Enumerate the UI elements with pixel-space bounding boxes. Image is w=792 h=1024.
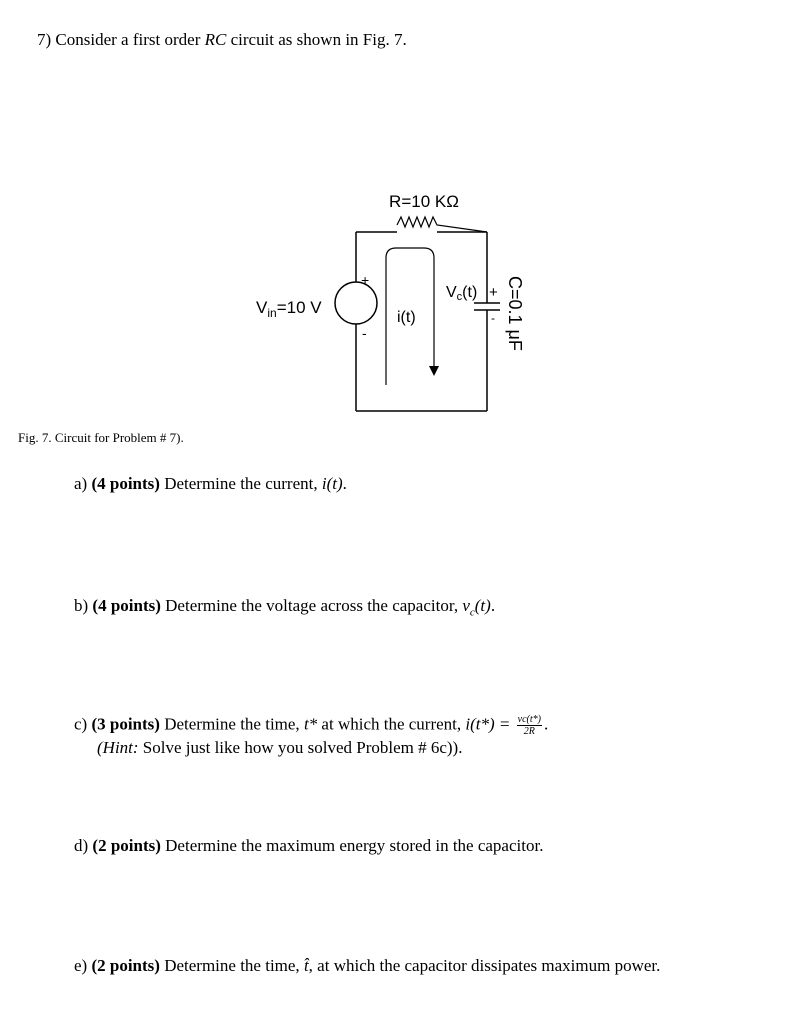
part-c	[74, 714, 548, 737]
part-d-points: (2 points)	[92, 836, 161, 855]
source-voltage-label: $V_{in}=10$ V	[256, 298, 322, 320]
part-c-fraction	[517, 714, 542, 737]
current-label: i(t)	[397, 309, 416, 326]
part-b-math: $v_c(t)$	[462, 596, 491, 619]
part-a-letter: a)	[74, 474, 88, 493]
rc-circuit-figure	[0, 0, 792, 460]
part-e-text1: Determine the time,	[164, 956, 300, 975]
part-c-hint-label: (Hint:	[97, 738, 139, 757]
part-c-points: (3 points)	[91, 714, 160, 734]
problem-intro-math: RC	[204, 30, 227, 49]
part-b-end: .	[490, 596, 496, 615]
part-c-math2: i(t*) =	[465, 714, 511, 734]
part-e-math: t̂	[303, 956, 309, 975]
part-e-points: (2 points)	[91, 956, 160, 975]
voltage-source-symbol	[335, 282, 377, 324]
part-c-math1: t*	[303, 714, 318, 734]
problem-number: 7)	[37, 30, 52, 49]
source-minus-sign: -	[362, 325, 367, 341]
part-c-frac-den: 2R	[523, 726, 535, 737]
part-c-hint	[97, 738, 462, 758]
part-a	[74, 474, 347, 494]
part-b-points: (4 points)	[92, 596, 161, 615]
part-b-letter: b)	[74, 596, 89, 615]
capacitor-plus-sign: +	[489, 284, 498, 301]
problem-intro-before: Consider a first order	[55, 30, 201, 49]
part-a-math: i(t)	[321, 474, 343, 493]
current-arrow-head	[429, 366, 439, 376]
part-c-text1: Determine the time,	[164, 714, 300, 734]
part-c-frac-num: vc(t*)	[517, 714, 541, 725]
part-c-letter: c)	[74, 714, 88, 734]
problem-intro-after: circuit as shown in Fig. 7.	[230, 30, 407, 49]
part-e	[74, 956, 660, 976]
source-plus-sign: +	[361, 272, 370, 288]
part-c-end: .	[543, 714, 549, 734]
capacitor-value-label: C=0.1 μF	[505, 276, 525, 351]
capacitor-voltage-label: Vc(t)	[446, 284, 478, 303]
part-a-points: (4 points)	[91, 474, 160, 493]
part-d	[74, 836, 543, 856]
part-a-end: .	[342, 474, 347, 493]
part-c-hint-text: Solve just like how you solved Problem # 6c)).	[142, 738, 463, 757]
resistor-label: R=10 KΩ	[389, 192, 459, 211]
part-e-letter: e)	[74, 956, 88, 975]
part-d-letter: d)	[74, 836, 89, 855]
part-a-text: Determine the current,	[164, 474, 318, 493]
part-b	[74, 596, 495, 618]
part-d-text: Determine the maximum energy stored in the capacitor.	[165, 836, 544, 855]
capacitor-minus-sign: -	[491, 311, 495, 325]
figure-caption: Fig. 7. Circuit for Problem # 7).	[18, 430, 184, 445]
resistor-symbol	[397, 217, 487, 232]
part-b-text: Determine the voltage across the capacitor,	[165, 596, 459, 615]
part-c-text2: at which the current,	[321, 714, 462, 734]
part-e-text2: , at which the capacitor dissipates maximum power.	[308, 956, 661, 975]
